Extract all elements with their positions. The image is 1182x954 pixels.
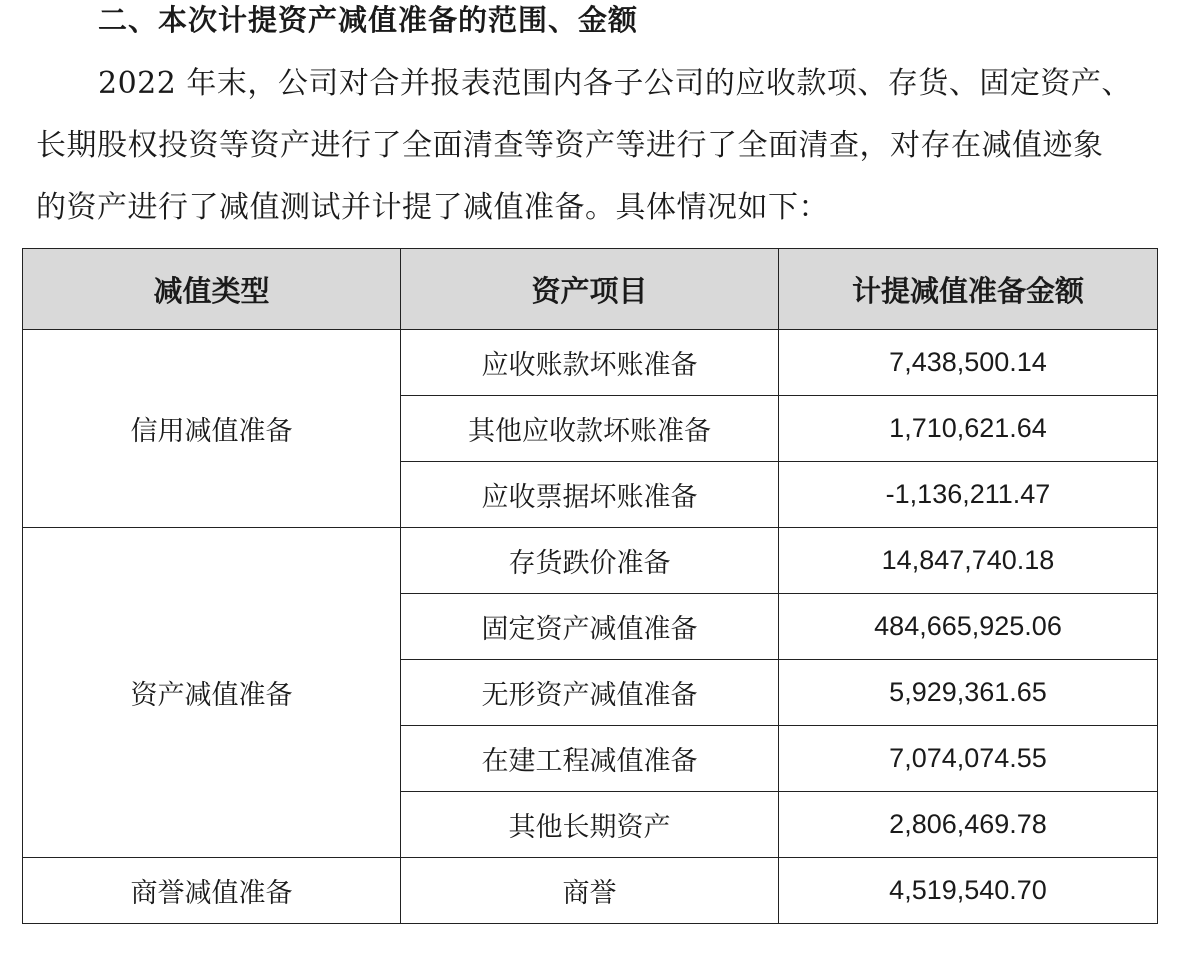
asset-item-cell: 存货跌价准备 bbox=[401, 528, 779, 594]
impairment-type-cell: 商誉减值准备 bbox=[23, 858, 401, 924]
asset-item-cell: 商誉 bbox=[401, 858, 779, 924]
amount-cell: 5,929,361.65 bbox=[779, 660, 1158, 726]
asset-item-cell: 其他应收款坏账准备 bbox=[401, 396, 779, 462]
amount-cell: -1,136,211.47 bbox=[779, 462, 1158, 528]
impairment-type-cell: 信用减值准备 bbox=[23, 330, 401, 528]
impairment-type-cell: 资产减值准备 bbox=[23, 528, 401, 858]
table-row bbox=[23, 528, 1158, 594]
amount-cell: 2,806,469.78 bbox=[779, 792, 1158, 858]
paragraph-line: 的资产进行了减值测试并计提了减值准备。具体情况如下： bbox=[36, 190, 829, 225]
asset-item-cell: 应收票据坏账准备 bbox=[401, 462, 779, 528]
section-heading: 二、本次计提资产减值准备的范围、金额 bbox=[98, 3, 639, 37]
table-row bbox=[23, 330, 1158, 396]
asset-item-cell: 固定资产减值准备 bbox=[401, 594, 779, 660]
amount-cell: 7,074,074.55 bbox=[779, 726, 1158, 792]
asset-item-cell: 在建工程减值准备 bbox=[401, 726, 779, 792]
asset-item-cell: 无形资产减值准备 bbox=[401, 660, 779, 726]
amount-cell: 14,847,740.18 bbox=[779, 528, 1158, 594]
asset-item-cell: 应收账款坏账准备 bbox=[401, 330, 779, 396]
table-row bbox=[23, 858, 1158, 924]
amount-cell: 1,710,621.64 bbox=[779, 396, 1158, 462]
amount-cell: 484,665,925.06 bbox=[779, 594, 1158, 660]
asset-item-cell: 其他长期资产 bbox=[401, 792, 779, 858]
impairment-table bbox=[22, 248, 1158, 924]
header-impairment-type: 减值类型 bbox=[23, 249, 401, 330]
paragraph-line: 长期股权投资等资产进行了全面清查等资产等进行了全面清查，对存在减值迹象 bbox=[36, 128, 1104, 163]
amount-cell: 7,438,500.14 bbox=[779, 330, 1158, 396]
paragraph-line: 2022 年末，公司对合并报表范围内各子公司的应收款项、存货、固定资产、 bbox=[98, 66, 1132, 101]
amount-cell: 4,519,540.70 bbox=[779, 858, 1158, 924]
header-amount: 计提减值准备金额 bbox=[779, 249, 1158, 330]
header-asset-item: 资产项目 bbox=[401, 249, 779, 330]
table-header-row bbox=[23, 249, 1158, 330]
